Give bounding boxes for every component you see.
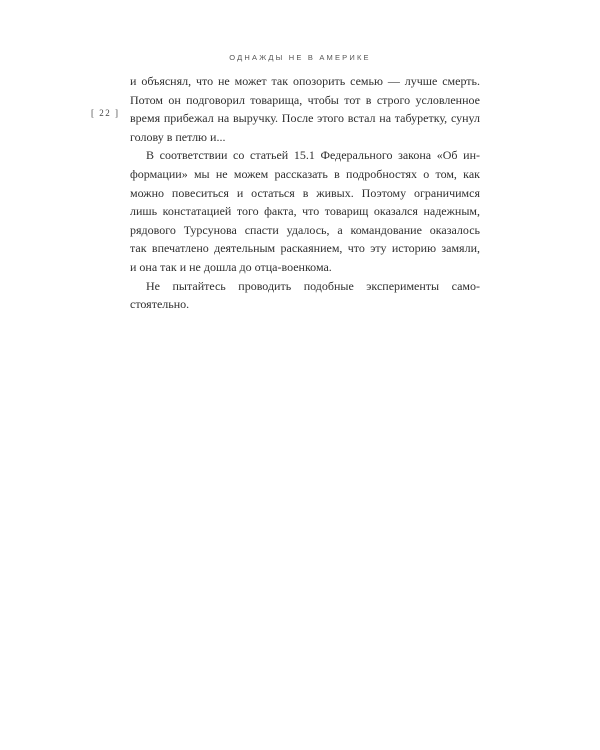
text-line: так впечатлено деятельным раскаянием, что эту историю замяли, bbox=[130, 241, 480, 256]
text-line: В соответствии со статьей 15.1 Федерального закона «Об ин- bbox=[146, 148, 480, 163]
text-line: рядового Турсунова спасти удалось, а командование оказалось bbox=[130, 222, 480, 237]
text-line: Не пытайтесь проводить подобные эксперименты само- bbox=[146, 278, 480, 293]
text-line: стоятельно. bbox=[130, 297, 190, 312]
text-line: и она так и не дошла до отца-военкома. bbox=[130, 259, 332, 274]
text-line: и объяснял, что не может так опозорить семью — лучше смерть. bbox=[130, 74, 480, 88]
text-line: голову в петлю и... bbox=[130, 129, 226, 144]
text-line: можно повеситься и остаться в живых. Поэтому ограничимся bbox=[130, 185, 480, 200]
text-line: Потом он подговорил товарища, чтобы тот в строго условленное bbox=[130, 92, 480, 107]
text-line: время прибежал на выручку. После этого встал на табуретку, сунул bbox=[130, 111, 480, 126]
body-text bbox=[130, 72, 480, 314]
text-line: формации» мы не можем рассказать в подробностях о том, как bbox=[130, 166, 480, 181]
running-header: ОДНАЖДЫ НЕ В АМЕРИКЕ bbox=[229, 53, 371, 62]
page-number: [ 22 ] bbox=[91, 108, 120, 118]
text-line: лишь констатацией того факта, что товарищ оказался надежным, bbox=[130, 204, 480, 219]
